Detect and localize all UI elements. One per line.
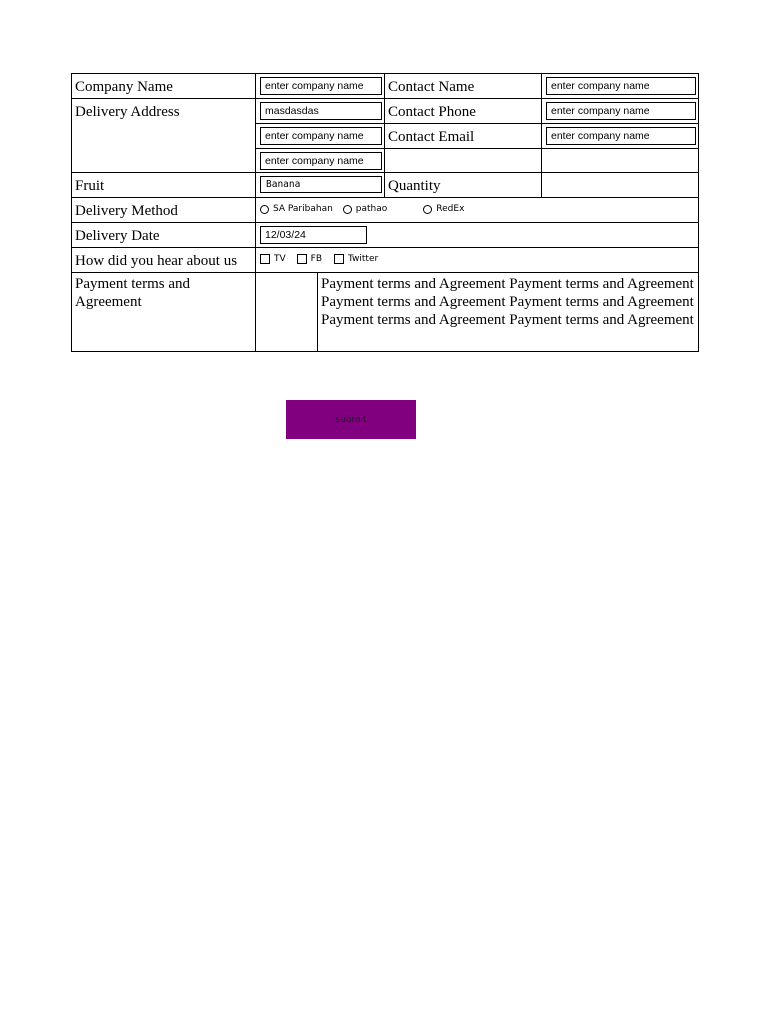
payment-terms-text-cell bbox=[318, 273, 699, 352]
contact-phone-input[interactable] bbox=[546, 102, 696, 120]
hear-option-label: TV bbox=[274, 254, 286, 264]
delivery-option-label: RedEx bbox=[436, 204, 465, 214]
row-fruit bbox=[72, 173, 699, 198]
submit-button[interactable]: submit bbox=[286, 400, 416, 439]
hear-option-label: FB bbox=[310, 254, 323, 264]
radio-button[interactable] bbox=[260, 205, 269, 214]
company-name-input[interactable] bbox=[260, 77, 382, 95]
payment-terms-text: Payment terms and Agreement Payment terms and Agreement Payment terms and Agreement Payment terms and Agreement Payment terms and Agreement Payment terms and Agreement bbox=[321, 276, 694, 328]
radio-button[interactable] bbox=[423, 205, 432, 214]
row-company-name bbox=[72, 74, 699, 99]
address-line2-input[interactable] bbox=[260, 127, 382, 145]
checkbox[interactable] bbox=[334, 254, 344, 264]
contact-email-label: Contact Email bbox=[388, 129, 475, 145]
delivery-date-label: Delivery Date bbox=[75, 228, 160, 244]
payment-terms-label: Payment terms and Agreement bbox=[75, 276, 190, 310]
row-payment-terms bbox=[72, 273, 699, 352]
checkbox[interactable] bbox=[297, 254, 307, 264]
hear-about-label: How did you hear about us bbox=[75, 253, 238, 269]
quantity-cell bbox=[542, 173, 699, 198]
row-delivery-date bbox=[72, 223, 699, 248]
radio-button[interactable] bbox=[343, 205, 352, 214]
quantity-label-cell bbox=[385, 173, 542, 198]
hear-option-fb[interactable] bbox=[296, 250, 322, 268]
contact-phone-label-cell bbox=[385, 99, 542, 124]
contact-name-input-cell bbox=[542, 74, 699, 99]
payment-terms-checkbox-cell bbox=[256, 273, 318, 352]
contact-name-label: Contact Name bbox=[388, 79, 475, 95]
hear-about-options-cell bbox=[256, 248, 699, 273]
hear-option-twitter[interactable] bbox=[333, 250, 378, 268]
address-line2-cell bbox=[256, 124, 385, 149]
quantity-label: Quantity bbox=[388, 178, 441, 194]
contact-name-label-cell bbox=[385, 74, 542, 99]
row-hear-about bbox=[72, 248, 699, 273]
delivery-date-input[interactable] bbox=[260, 226, 367, 244]
fruit-label: Fruit bbox=[75, 178, 105, 194]
contact-phone-label: Contact Phone bbox=[388, 104, 476, 120]
delivery-option-pathao[interactable] bbox=[342, 200, 387, 218]
delivery-option-redex[interactable] bbox=[422, 200, 464, 218]
fruit-select-cell bbox=[256, 173, 385, 198]
address-line3-input[interactable] bbox=[260, 152, 382, 170]
contact-email-input-cell bbox=[542, 124, 699, 149]
company-name-label-cell bbox=[72, 74, 256, 99]
delivery-option-label: pathao bbox=[355, 204, 388, 214]
delivery-address-label: Delivery Address bbox=[75, 104, 180, 120]
company-name-label: Company Name bbox=[75, 79, 173, 95]
empty-cell bbox=[542, 149, 699, 173]
delivery-option-sa-paribahan[interactable] bbox=[259, 200, 333, 218]
checkbox[interactable] bbox=[260, 254, 270, 264]
delivery-method-label: Delivery Method bbox=[75, 203, 178, 219]
hear-option-tv[interactable] bbox=[259, 250, 286, 268]
delivery-date-input-cell bbox=[256, 223, 699, 248]
fruit-label-cell bbox=[72, 173, 256, 198]
contact-phone-input-cell bbox=[542, 99, 699, 124]
payment-terms-label-cell bbox=[72, 273, 256, 352]
address-line1-cell bbox=[256, 99, 385, 124]
delivery-option-label: SA Paribahan bbox=[273, 204, 333, 214]
delivery-address-label-cell bbox=[72, 99, 256, 173]
address-line1-input[interactable] bbox=[260, 102, 382, 120]
row-address-1 bbox=[72, 99, 699, 124]
contact-email-input[interactable] bbox=[546, 127, 696, 145]
delivery-method-options-cell bbox=[256, 198, 699, 223]
delivery-method-radio-group bbox=[259, 201, 695, 217]
hear-about-label-cell bbox=[72, 248, 256, 273]
fruit-select[interactable]: Banana bbox=[260, 176, 382, 193]
row-delivery-method bbox=[72, 198, 699, 223]
hear-option-label: Twitter bbox=[348, 254, 379, 264]
address-line3-cell bbox=[256, 149, 385, 173]
delivery-date-label-cell bbox=[72, 223, 256, 248]
order-form-table bbox=[71, 73, 699, 352]
company-name-input-cell bbox=[256, 74, 385, 99]
contact-name-input[interactable] bbox=[546, 77, 696, 95]
empty-cell bbox=[385, 149, 542, 173]
hear-about-checkbox-group bbox=[259, 251, 695, 267]
delivery-method-label-cell bbox=[72, 198, 256, 223]
contact-email-label-cell bbox=[385, 124, 542, 149]
